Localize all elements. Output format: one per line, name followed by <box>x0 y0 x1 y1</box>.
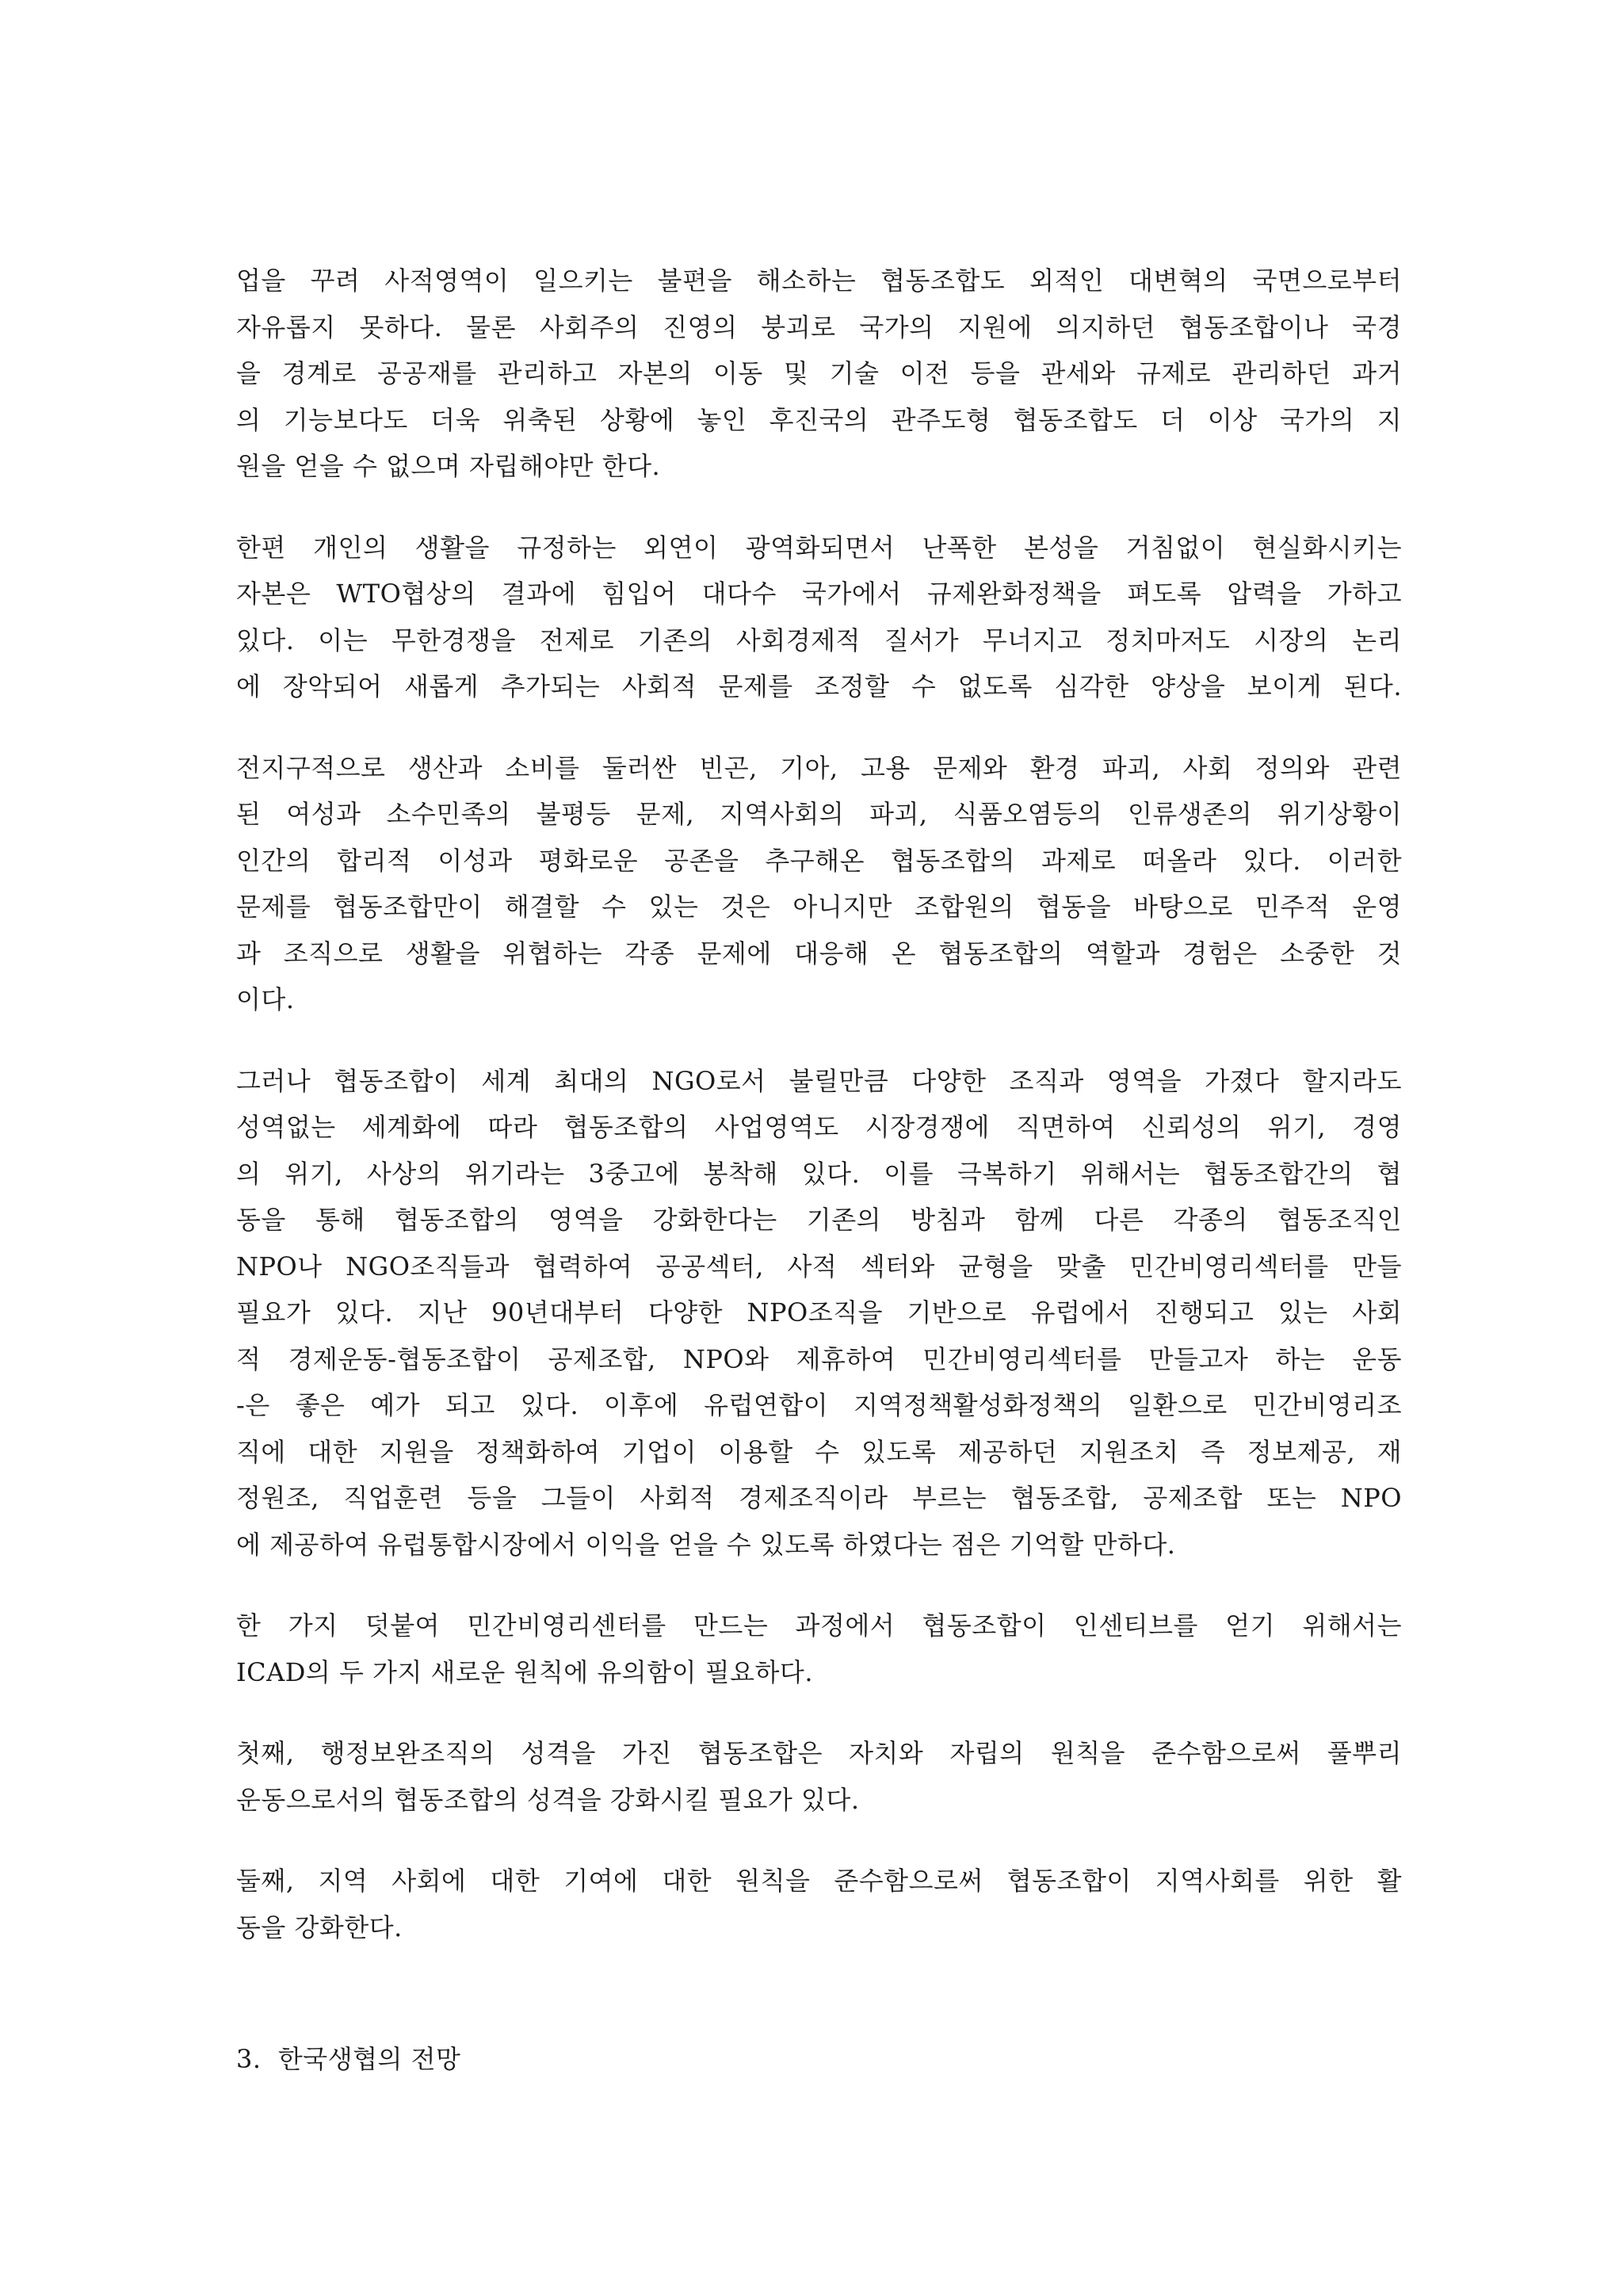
text-line: 운동으로서의 협동조합의 성격을 강화시킬 필요가 있다. <box>236 1784 860 1815</box>
text-line: 문제를 협동조합만이 해결할 수 있는 것은 아니지만 조합원의 협동을 바탕으로 민주적 운영 <box>236 892 1402 922</box>
text-line: 성역없는 세계화에 따라 협동조합의 사업영역도 시장경쟁에 직면하여 신뢰성의 위기, 경영 <box>236 1112 1402 1142</box>
document-body <box>236 258 1402 2083</box>
text-line: 필요가 있다. 지난 90년대부터 다양한 NPO조직을 기반으로 유럽에서 진행되고 있는 사회 <box>236 1297 1402 1328</box>
text-line: 한 가지 덧붙여 민간비영리센터를 만드는 과정에서 협동조합이 인센티브를 얻기 위해서는 <box>236 1610 1402 1641</box>
text-line: 첫째, 행정보완조직의 성격을 가진 협동조합은 자치와 자립의 원칙을 준수함으로써 풀뿌리 <box>236 1738 1402 1768</box>
text-line: 에 장악되어 새롭게 추가되는 사회적 문제를 조정할 수 없도록 심각한 양상을 보이게 된다. <box>236 671 1402 701</box>
paragraph <box>236 258 1402 490</box>
text-line: 그러나 협동조합이 세계 최대의 NGO로서 불릴만큼 다양한 조직과 영역을 가졌다 할지라도 <box>236 1065 1402 1096</box>
section-heading: 3. 한국생협의 전망 <box>236 2044 461 2074</box>
text-line: 을 경계로 공공재를 관리하고 자본의 이동 및 기술 이전 등을 관세와 규제로 관리하던 과거 <box>236 358 1402 388</box>
text-line: 에 제공하여 유럽통합시장에서 이익을 얻을 수 있도록 하였다는 점은 기억할 만하다. <box>236 1529 1176 1560</box>
paragraph <box>236 1858 1402 1950</box>
text-line: 동을 강화한다. <box>236 1912 403 1943</box>
paragraph <box>236 1730 1402 1823</box>
text-line: 원을 얻을 수 없으며 자립해야만 한다. <box>236 451 661 481</box>
text-line: 둘째, 지역 사회에 대한 기여에 대한 원칙을 준수함으로써 협동조합이 지역사회를 위한 활 <box>236 1866 1402 1896</box>
paragraph <box>236 745 1402 1023</box>
text-line: 의 위기, 사상의 위기라는 3중고에 봉착해 있다. 이를 극복하기 위해서는 협동조합간의 협 <box>236 1158 1402 1189</box>
text-line: 정원조, 직업훈련 등을 그들이 사회적 경제조직이라 부르는 협동조합, 공제조합 또는 NPO <box>236 1483 1402 1513</box>
text-line: 자유롭지 못하다. 물론 사회주의 진영의 붕괴로 국가의 지원에 의지하던 협동조합이나 국경 <box>236 311 1402 342</box>
text-line: NPO나 NGO조직들과 협력하여 공공섹터, 사적 섹터와 균형을 맞출 민간비영리섹터를 만들 <box>236 1251 1402 1282</box>
paragraph <box>236 1603 1402 1695</box>
text-line: 된 여성과 소수민족의 불평등 문제, 지역사회의 파괴, 식품오염등의 인류생존의 위기상황이 <box>236 799 1402 829</box>
text-line: 과 조직으로 생활을 위협하는 각종 문제에 대응해 온 협동조합의 역할과 경험은 소중한 것 <box>236 938 1402 968</box>
text-line: 있다. 이는 무한경쟁을 전제로 기존의 사회경제적 질서가 무너지고 정치마저도 시장의 논리 <box>236 625 1402 655</box>
text-line: 한편 개인의 생활을 규정하는 외연이 광역화되면서 난폭한 본성을 거침없이 현실화시키는 <box>236 532 1402 563</box>
text-line: 의 기능보다도 더욱 위축된 상황에 놓인 후진국의 관주도형 협동조합도 더 이상 국가의 지 <box>236 404 1402 435</box>
text-line: 이다. <box>236 984 295 1014</box>
text-line: 적 경제운동-협동조합이 공제조합, NPO와 제휴하여 민간비영리섹터를 만들고자 하는 운동 <box>236 1343 1402 1374</box>
text-line: 업을 꾸려 사적영역이 일으키는 불편을 해소하는 협동조합도 외적인 대변혁의 국면으로부터 <box>236 266 1402 296</box>
text-line: 전지구적으로 생산과 소비를 둘러싼 빈곤, 기아, 고용 문제와 환경 파괴, 사회 정의와 관련 <box>236 752 1402 783</box>
text-line: 자본은 WTO협상의 결과에 힘입어 대다수 국가에서 규제완화정책을 펴도록 압력을 가하고 <box>236 579 1402 609</box>
text-line: 직에 대한 지원을 정책화하여 기업이 이용할 수 있도록 제공하던 지원조치 즉 정보제공, 재 <box>236 1436 1402 1467</box>
text-line: 인간의 합리적 이성과 평화로운 공존을 추구해온 협동조합의 과제로 떠올라 있다. 이러한 <box>236 845 1402 876</box>
text-line: -은 좋은 예가 되고 있다. 이후에 유럽연합이 지역정책활성화정책의 일환으로 민간비영리조 <box>236 1390 1402 1420</box>
paragraph <box>236 1058 1402 1568</box>
paragraph <box>236 525 1402 710</box>
text-line: ICAD의 두 가지 새로운 원칙에 유의함이 필요하다. <box>236 1656 814 1687</box>
text-line: 동을 통해 협동조합의 영역을 강화한다는 기존의 방침과 함께 다른 각종의 협동조직인 <box>236 1205 1402 1235</box>
